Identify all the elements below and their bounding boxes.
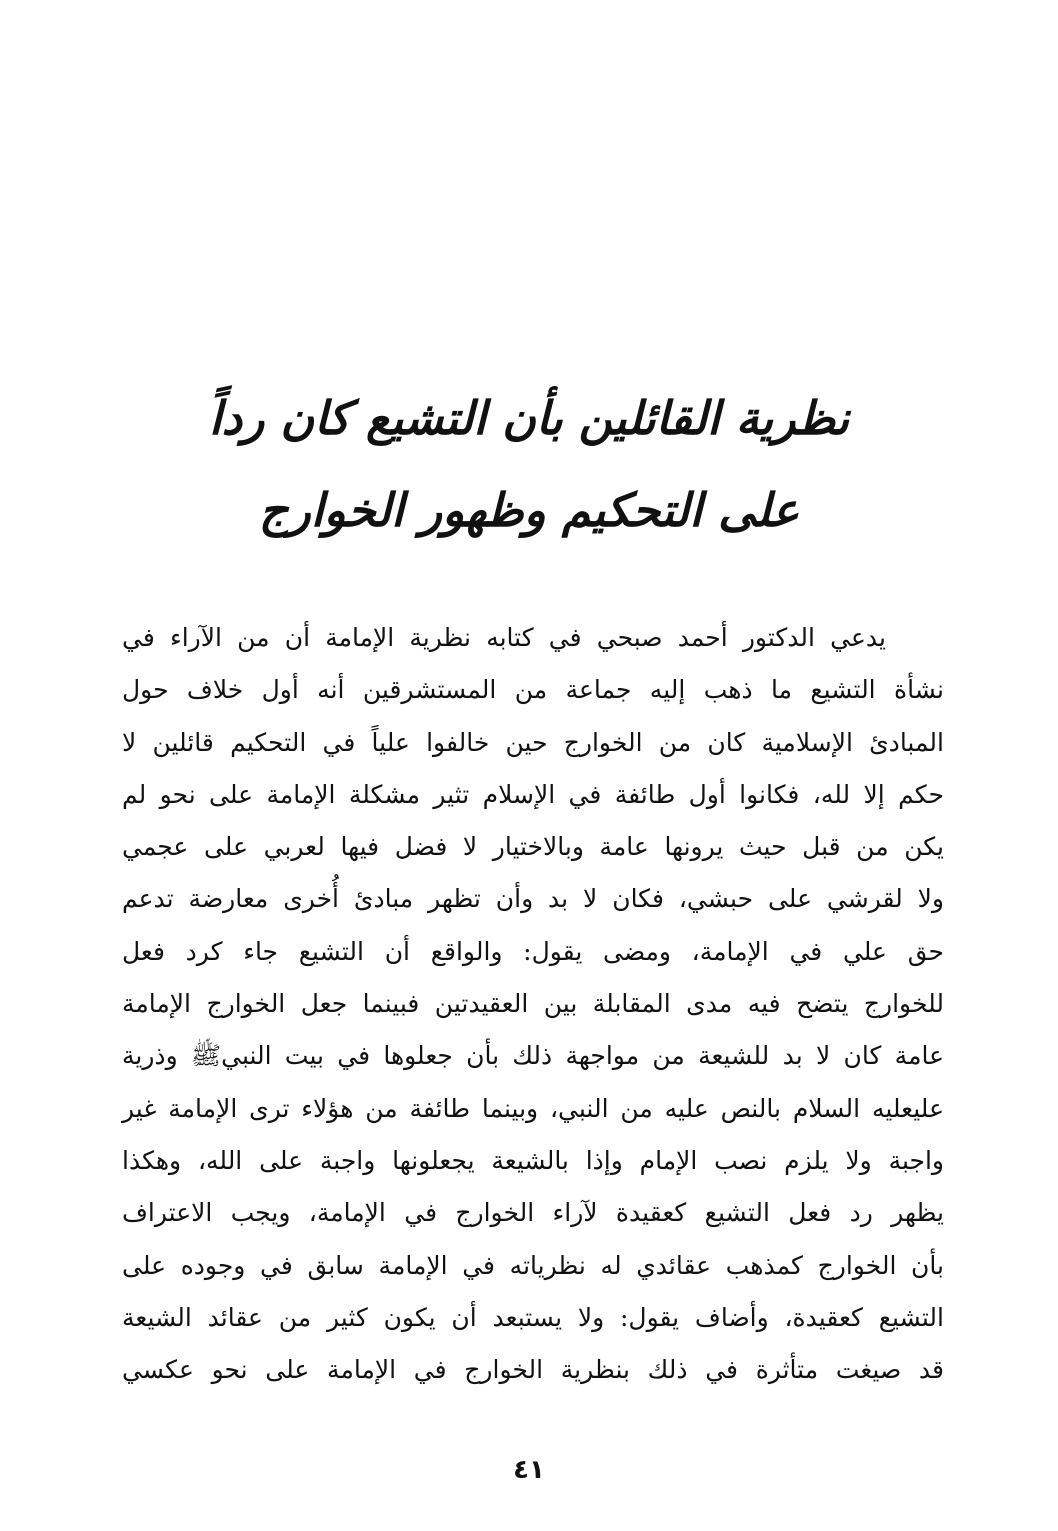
body-line-11: واجبة ولا يلزم نصب الإمام وإذا بالشيعة يجعلونها واجبة على الله، وهكذا: [122, 1145, 944, 1175]
body-line-4: حكم إلا لله، فكانوا أول طائفة في الإسلام تثير مشكلة الإمامة على نحو لم: [122, 779, 944, 809]
body-line-9: عامة كان لا بد للشيعة من مواجهة ذلك بأن جعلوها في بيت النبيﷺ وذرية: [122, 1041, 944, 1071]
body-line-3: المبادئ الإسلامية كان من الخوارج حين خالفوا علياً في التحكيم قائلين لا: [122, 727, 944, 757]
body-line-15: قد صيغت متأثرة في ذلك بنظرية الخوارج في الإمامة على نحو عكسي: [122, 1355, 944, 1385]
body-line-12: يظهر رد فعل التشيع كعقيدة لآراء الخوارج في الإمامة، ويجب الاعتراف: [122, 1198, 944, 1228]
body-line-14: التشيع كعقيدة، وأضاف يقول: ولا يستبعد أن يكون كثير من عقائد الشيعة: [122, 1302, 944, 1332]
body-line-5: يكن من قبل حيث يرونها عامة وبالاختيار لا فضل فيها لعربي على عجمي: [122, 832, 944, 862]
body-line-2: نشأة التشيع ما ذهب إليه جماعة من المستشرقين أنه أول خلاف حول: [122, 675, 944, 705]
chapter-title: [120, 372, 938, 556]
chapter-title-line-1: نظرية القائلين بأن التشيع كان رداً: [208, 391, 850, 445]
body-line-10: عليعليه السلام بالنص عليه من النبي، وبينما طائفة من هؤلاء ترى الإمامة غير: [122, 1093, 944, 1123]
body-text: [122, 612, 944, 1396]
body-line-6: ولا لقرشي على حبشي، فكان لا بد وأن تظهر مبادئ أُخرى معارضة تدعم: [122, 884, 944, 914]
body-line-7: حق علي في الإمامة، ومضى يقول: والواقع أن التشيع جاء كرد فعل: [122, 936, 944, 966]
body-line-1: يدعي الدكتور أحمد صبحي في كتابه نظرية الإمامة أن من الآراء في: [122, 623, 886, 652]
page-number: ٤١: [513, 1455, 545, 1485]
chapter-title-line-2: على التحكيم وظهور الخوارج: [258, 483, 800, 537]
body-line-8: للخوارج يتضح فيه مدى المقابلة بين العقيدتين فبينما جعل الخوارج الإمامة: [122, 989, 944, 1019]
body-line-13: بأن الخوارج كمذهب عقائدي له نظرياته في الإمامة سابق في وجوده على: [122, 1250, 944, 1280]
